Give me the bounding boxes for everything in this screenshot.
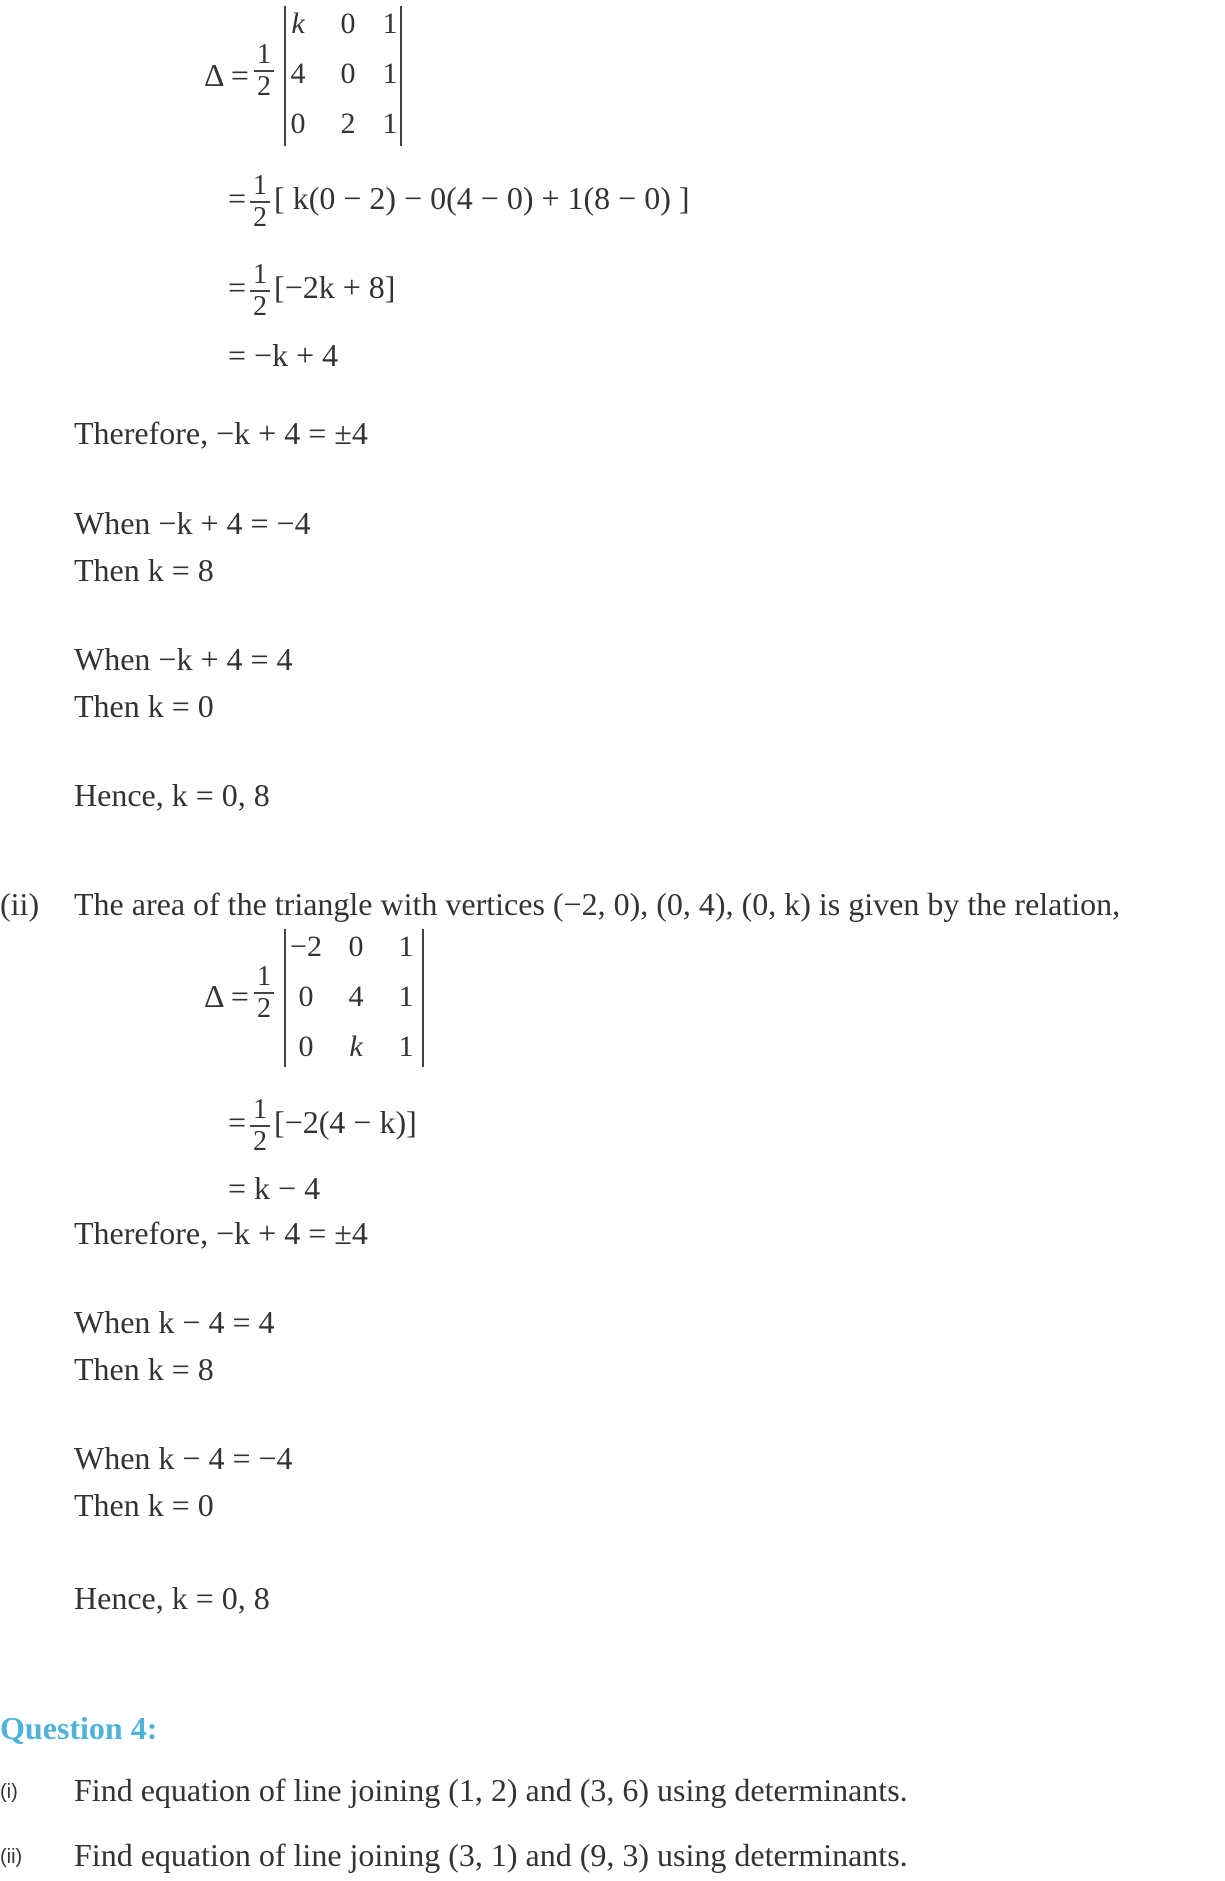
hence-line: Hence, k = 0, 8	[74, 777, 270, 813]
fraction-denominator: 2	[253, 1125, 268, 1157]
question-item-text: Find equation of line joining (3, 1) and (9, 3) using determinants.	[74, 1837, 908, 1873]
half-fraction	[250, 962, 278, 1024]
fraction-denominator: 2	[257, 71, 271, 102]
matrix-cell: 1	[382, 7, 398, 40]
part-label: (ii)	[0, 886, 40, 922]
fraction-numerator: 1	[250, 260, 270, 292]
fraction-denominator: 2	[253, 201, 268, 233]
matrix-cell: 2	[340, 107, 356, 140]
matrix-cell: 1	[398, 930, 414, 963]
matrix-cell: 0	[340, 57, 356, 90]
equals-sign: =	[228, 180, 247, 216]
then-line: Then k = 8	[74, 552, 214, 588]
expansion-text: [−2(4 − k)]	[274, 1104, 417, 1140]
hence-line: Hence, k = 0, 8	[74, 1580, 270, 1616]
matrix-cell: 4	[348, 980, 364, 1013]
matrix-cell: 1	[382, 107, 398, 140]
determinant-2	[284, 929, 424, 1067]
when-line: When k − 4 = −4	[74, 1440, 293, 1476]
question-heading: Question 4:	[0, 1710, 158, 1746]
expansion-text: [ k(0 − 2) − 0(4 − 0) + 1(8 − 0) ]	[274, 180, 690, 216]
fraction-numerator: 1	[254, 962, 274, 994]
delta-label: Δ =	[204, 57, 249, 93]
delta-label: Δ =	[204, 978, 249, 1014]
matrix-cell: k	[349, 1030, 363, 1063]
matrix-cell: 1	[398, 980, 414, 1013]
matrix-cell: 0	[298, 1030, 314, 1063]
question-item-text: Find equation of line joining (1, 2) and (3, 6) using determinants.	[74, 1772, 908, 1808]
matrix-cell: 0	[298, 980, 314, 1013]
step-expansion	[228, 1087, 417, 1157]
therefore-line: Therefore, −k + 4 = ±4	[74, 1215, 368, 1251]
fraction-denominator: 2	[253, 290, 268, 322]
therefore-line: Therefore, −k + 4 = ±4	[74, 415, 368, 451]
matrix-cell: k	[291, 7, 305, 40]
fraction-numerator: 1	[254, 40, 274, 72]
half-fraction	[250, 40, 278, 110]
when-line: When k − 4 = 4	[74, 1304, 275, 1340]
then-line: Then k = 0	[74, 1487, 214, 1523]
step-result: = k − 4	[228, 1170, 321, 1206]
step-result: = −k + 4	[228, 337, 339, 373]
matrix-cell: 1	[382, 57, 398, 90]
fraction-numerator: 1	[250, 1095, 270, 1127]
then-line: Then k = 0	[74, 688, 214, 724]
fraction-numerator: 1	[250, 171, 270, 203]
matrix-cell: 4	[290, 57, 306, 90]
matrix-cell: 0	[340, 7, 356, 40]
fraction-denominator: 2	[257, 993, 271, 1024]
matrix-cell: 1	[398, 1030, 414, 1063]
simplified-text: [−2k + 8]	[274, 269, 396, 305]
matrix-cell: −2	[290, 930, 322, 963]
equals-sign: =	[228, 269, 247, 305]
matrix-cell: 0	[348, 930, 364, 963]
question-item-label: (i)	[0, 1781, 18, 1803]
part-intro: The area of the triangle with vertices (−2, 0), (0, 4), (0, k) is given by the relation,	[74, 886, 1121, 922]
step-expansion	[228, 163, 690, 233]
matrix-cell: 0	[290, 107, 306, 140]
when-line: When −k + 4 = 4	[74, 641, 293, 677]
equals-sign: =	[228, 1104, 247, 1140]
determinant-1	[284, 6, 402, 146]
then-line: Then k = 8	[74, 1351, 214, 1387]
question-item-label: (ii)	[0, 1846, 23, 1868]
when-line: When −k + 4 = −4	[74, 505, 311, 541]
step-simplify	[228, 252, 395, 322]
